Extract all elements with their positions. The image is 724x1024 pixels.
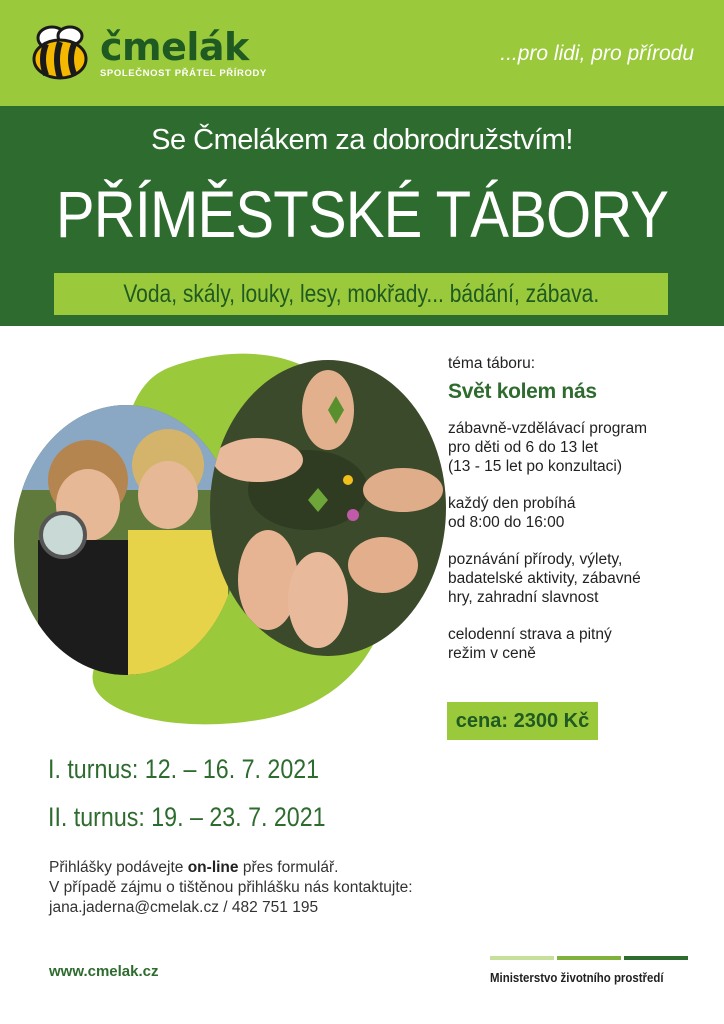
ministry-logo <box>490 956 690 985</box>
brand-name: čmelák <box>100 24 249 69</box>
hero-title: PŘÍMĚSTSKÉ TÁBORY <box>55 177 669 251</box>
contact-line-2: V případě zájmu o tištěnou přihlášku nás kontaktujte: <box>49 879 413 896</box>
activities-line: hry, zahradní slavnost <box>448 589 599 606</box>
contact-line-1: Přihlášky podávejte on-line přes formulář. <box>49 859 339 876</box>
bumblebee-icon <box>30 24 92 82</box>
motto: ...pro lidi, pro přírodu <box>500 42 694 65</box>
website-link[interactable]: www.cmelak.cz <box>49 963 159 980</box>
schedule-line: od 8:00 do 16:00 <box>448 514 565 531</box>
theme-label: téma táboru: <box>448 355 536 372</box>
contact-email-phone[interactable]: jana.jaderna@cmelak.cz / 482 751 195 <box>49 899 319 916</box>
term-first: I. turnus: 12. – 16. 7. 2021 <box>48 754 320 784</box>
program-line: pro děti od 6 do 13 let <box>448 439 598 456</box>
camp-info <box>448 354 708 663</box>
logo[interactable] <box>30 24 267 82</box>
photo-collage <box>8 340 448 730</box>
ministry-stripes <box>490 956 690 960</box>
ministry-name: Ministerstvo životního prostředí <box>490 970 664 985</box>
brand-tagline: SPOLEČNOST PŘÁTEL PŘÍRODY <box>100 67 267 79</box>
schedule-line: každý den probíhá <box>448 495 576 512</box>
activities-line: badatelské aktivity, zábavné <box>448 570 641 587</box>
hero-tagline: Voda, skály, louky, lesy, mokřady... bádání, zábava. <box>123 279 599 308</box>
hero-tagline-box <box>54 273 668 315</box>
program-line: (13 - 15 let po konzultaci) <box>448 458 623 475</box>
hero-subtitle: Se Čmelákem za dobrodružstvím! <box>151 124 573 156</box>
program-line: zábavně-vzdělávací program <box>448 420 648 437</box>
food-line: režim v ceně <box>448 645 536 662</box>
contact-info <box>49 858 413 918</box>
theme-name: Svět kolem nás <box>448 380 597 403</box>
activities-line: poznávání přírody, výlety, <box>448 551 623 568</box>
price-text: cena: 2300 Kč <box>455 709 590 732</box>
price-badge <box>447 702 598 740</box>
term-second: II. turnus: 19. – 23. 7. 2021 <box>48 802 326 832</box>
food-line: celodenní strava a pitný <box>448 626 612 643</box>
online-link[interactable]: on-line <box>187 859 239 876</box>
